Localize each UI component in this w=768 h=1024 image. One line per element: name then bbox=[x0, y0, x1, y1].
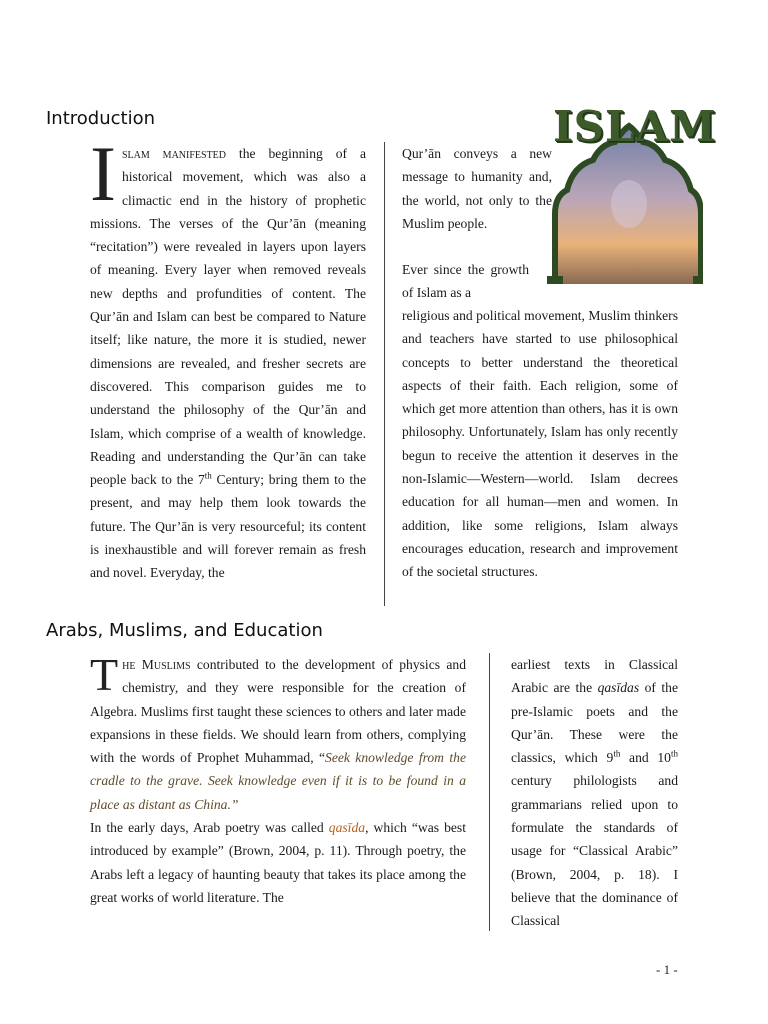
qasida-term: qasīda bbox=[328, 820, 366, 836]
intro-right-column-wide bbox=[402, 304, 678, 584]
quote-end: ” bbox=[230, 796, 239, 812]
intro-text-b: Century; bring them to the present, and may help them look towards the future. The Qur’ān is very resourceful; its content is inexhaustible and will forever remain as fresh and novel. Everyday, the bbox=[90, 472, 367, 581]
arabs-p2-a: In the early days, Arab poetry was called bbox=[90, 820, 329, 836]
section-heading-introduction: Introduction bbox=[46, 108, 156, 129]
drop-cap-letter: T bbox=[90, 649, 119, 700]
superscript: th bbox=[204, 470, 212, 481]
superscript-1: th bbox=[613, 748, 621, 759]
arabs-text-a: contributed to the development of physics and chemistry, and they were responsible for the creation of Algebra. Muslims first taught these sciences to others and later made expansions in these fields. We should learn from others, complying with the words of Prophet Muhammad, “ bbox=[90, 657, 466, 766]
arabs-p2-b: , which “was best introduced by example” (Brown, 2004, p. 11). Through poetry, the Arabs left a legacy of haunting beauty that takes its place among the great works of world literature. The bbox=[90, 820, 466, 905]
column-divider bbox=[384, 142, 385, 606]
small-caps-lead: slam manifested bbox=[121, 146, 227, 161]
drop-cap-letter: I bbox=[90, 130, 116, 217]
intro-left-column bbox=[90, 130, 367, 585]
arabs-right-column bbox=[511, 653, 678, 933]
arabs-right-t4: century philologists and grammarians relied upon to formulate the standards of usage for “Classical Arabic” (Brown, 2004, p. 18). I believe that the dominance of Classical bbox=[511, 773, 678, 929]
arabs-paragraph-2 bbox=[90, 816, 466, 909]
superscript-2: th bbox=[670, 748, 678, 759]
intro-right-text-1: Qur’ān conveys a new message to humanity and, the world, not only to the Muslim people. bbox=[402, 146, 552, 231]
arabs-right-paragraph bbox=[511, 653, 678, 933]
qasidas-term: qasīdas bbox=[597, 680, 640, 696]
arabs-right-t1: earliest texts in Classical Arabic are the bbox=[511, 657, 678, 696]
intro-text-a: the beginning of a historical movement, which was also a climactic end in the history of prophetic missions. The verses of the Qur’ān (meaning “recitation”) were revealed in layers upon layers of meaning. Every layer when removed reveals new depths and profundities of content. The Qur’ān and Islam can best be compared to Nature itself; like nature, the more it is studied, newer dimensions are revealed, and fresher secrets are discovered. This comparison guides me to understand the philosophy of the Qur’ān and Islam, which comprise of a wealth of knowledge. Reading and understanding the Qur’ān can take people back to the 7 bbox=[90, 146, 366, 488]
islam-logo bbox=[545, 102, 717, 286]
intro-right-column-narrow-2 bbox=[402, 258, 529, 305]
intro-right-text-2: Ever since the growth of Islam as a bbox=[402, 262, 529, 301]
arabs-paragraph-1 bbox=[90, 649, 466, 816]
intro-right-text-3: religious and political movement, Muslim thinkers and teachers have started to use philosophical concepts to better understand the theoretical aspects of their faith. Each religion, some of which get more attention than others, has it is own philosophy. Unfortunately, Islam has only recently begun to receive the attention it deserves in the non-Islamic—Western—world. Islam decrees education for all human—men and women. In addition, like some religions, Islam always encourages education, research and improvement of the societal structures. bbox=[402, 308, 678, 580]
page-number: - 1 - bbox=[656, 962, 678, 977]
section-heading-arabs: Arabs, Muslims, and Education bbox=[46, 620, 323, 641]
prophet-quote: Seek knowledge from the cradle to the grave. Seek knowledge even if it is to be found in a place as distant as China. bbox=[90, 750, 466, 812]
intro-paragraph bbox=[90, 130, 367, 585]
arabs-right-t3: and 10 bbox=[620, 750, 671, 766]
small-caps-lead: he Muslims bbox=[122, 657, 191, 672]
arabs-left-column bbox=[90, 649, 466, 909]
column-divider-2 bbox=[489, 653, 490, 931]
arabs-right-t2: of the pre-Islamic poets and the Qur’ān. These were the classics, which 9 bbox=[511, 680, 678, 766]
intro-right-column-narrow bbox=[402, 142, 552, 235]
logo-text: ISLAM bbox=[553, 102, 717, 151]
